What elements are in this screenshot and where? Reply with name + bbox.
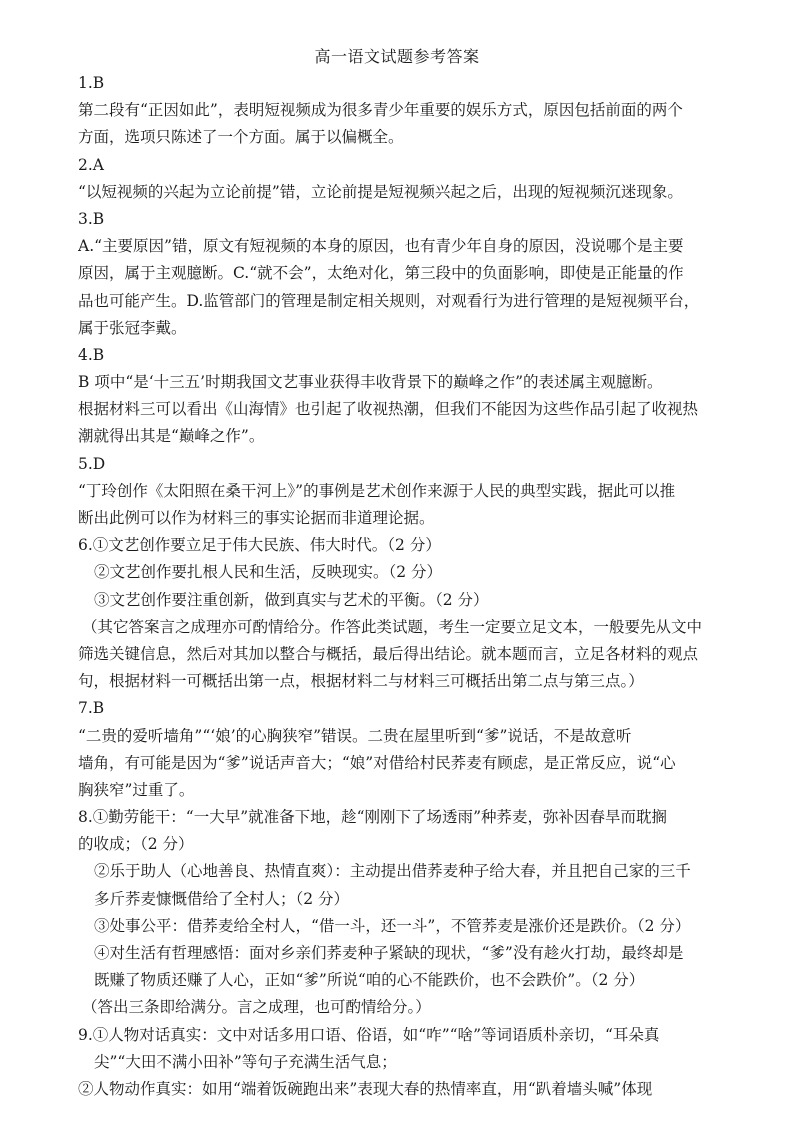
answer-line: ③文艺创作要注重创新，做到真实与艺术的平衡。（2 分） [94,590,489,609]
answer-line: “以短视频的兴起为立论前提”错，立论前提是短视频兴起之后，出现的短视频沉迷现象。 [78,182,683,201]
document-title: 高一语文试题参考答案 [314,47,480,66]
answer-line: “二贵的爱听墙角”“‘娘’的心胸狭窄”错误。二贵在屋里听到“爹”说话，不是故意听 [78,726,632,745]
answer-line: 的收成；（2 分） [78,835,194,854]
answer-line: “丁玲创作《太阳照在桑干河上》”的事例是艺术创作来源于人民的典型实践，据此可以推 [78,481,676,500]
answer-line: 3.B [78,209,105,228]
answer-line: 原因，属于主观臆断。C.“就不会”，太绝对化，第三段中的负面影响，即使是正能量的作 [78,264,684,283]
answer-line: A.“主要原因”错，原文有短视频的本身的原因，也有青少年自身的原因，没说哪个是主要 [78,237,684,256]
answer-line: 方面，选项只陈述了一个方面。属于以偏概全。 [78,128,404,147]
answer-line: 7.B [78,699,105,718]
answer-line: 胸狭窄”过重了。 [78,780,195,799]
answer-line: 墙角，有可能是因为“爹”说话声音大；“娘”对借给村民荞麦有顾虑，是正常反应，说“心 [78,753,676,772]
answer-line: 潮就得出其是“巅峰之作”。 [78,427,265,446]
answer-line: 4.B [78,345,105,364]
answer-line: 断出此例可以作为材料三的事实论据而非道理论据。 [78,509,435,527]
answer-line: 8.①勤劳能干：“一大早”就准备下地，趁“刚刚下了场透雨”种荞麦，弥补因春旱而耽搁 [78,808,667,827]
answer-line: （答出三条即给满分。言之成理，也可酌情给分。） [82,998,431,1017]
answer-line: ②文艺创作要扎根人民和生活，反映现实。（2 分） [94,563,443,582]
answer-line: （其它答案言之成理亦可酌情给分。作答此类试题，考生一定要立足文本，一般要先从文中 [82,617,703,636]
answer-body [78,70,718,1103]
answer-line: ③处事公平：借荞麦给全村人，“借一斗，还一斗”，不管荞麦是涨价还是跌价。（2 分） [94,916,691,935]
answer-line: 1.B [78,74,105,92]
answer-line: 句，根据材料一可概括出第一点，根据材料二与材料三可概括出第二点与第三点。） [78,672,644,691]
answer-line: 第二段有“正因如此”，表明短视频成为很多青少年重要的娱乐方式，原因包括前面的两个 [78,101,683,120]
answer-line: 6.①文艺创作要立足于伟大民族、伟大时代。（2 分） [78,536,441,555]
answer-line: 筛选关键信息，然后对其加以整合与概括，最后得出结论。就本题而言，立足各材料的观点 [78,644,699,663]
answer-line: 9.①人物对话真实：文中对话多用口语、俗语，如“咋”“啥”等词语质朴亲切，“耳朵真 [78,1025,660,1044]
answer-line: B 项中“是‘十三五’时期我国文艺事业获得丰收背景下的巅峰之作”的表述属主观臆断。 [78,373,663,392]
answer-line: ④对生活有哲理感悟：面对乡亲们荞麦种子紧缺的现状，“爹”没有趁火打劫，最终却是 [94,944,684,962]
answer-line: 品也可能产生。D.监管部门的管理是制定相关规则，对观看行为进行管理的是短视频平台， [78,291,700,310]
answer-line: 根据材料三可以看出《山海情》也引起了收视热潮，但我们不能因为这些作品引起了收视热 [78,400,699,419]
answer-line: 尖”“大田不满小田补”等句子充满生活气息； [94,1052,397,1071]
answer-line: 属于张冠李戴。 [78,318,187,337]
answer-line: 多斤荞麦慷慨借给了全村人；（2 分） [94,889,350,908]
answer-line: 既赚了物质还赚了人心，正如“爹”所说“咱的心不能跌价，也不会跌价”。（2 分） [94,971,645,990]
answer-line: 5.D [78,454,106,473]
answer-line: ②人物动作真实：如用“端着饭碗跑出来”表现大春的热情率直，用“趴着墙头喊”体现 [78,1079,653,1098]
answer-line: ②乐于助人（心地善良、热情直爽）：主动提出借荞麦种子给大春，并且把自己家的三千 [94,862,691,881]
answer-line: 2.A [78,155,104,174]
